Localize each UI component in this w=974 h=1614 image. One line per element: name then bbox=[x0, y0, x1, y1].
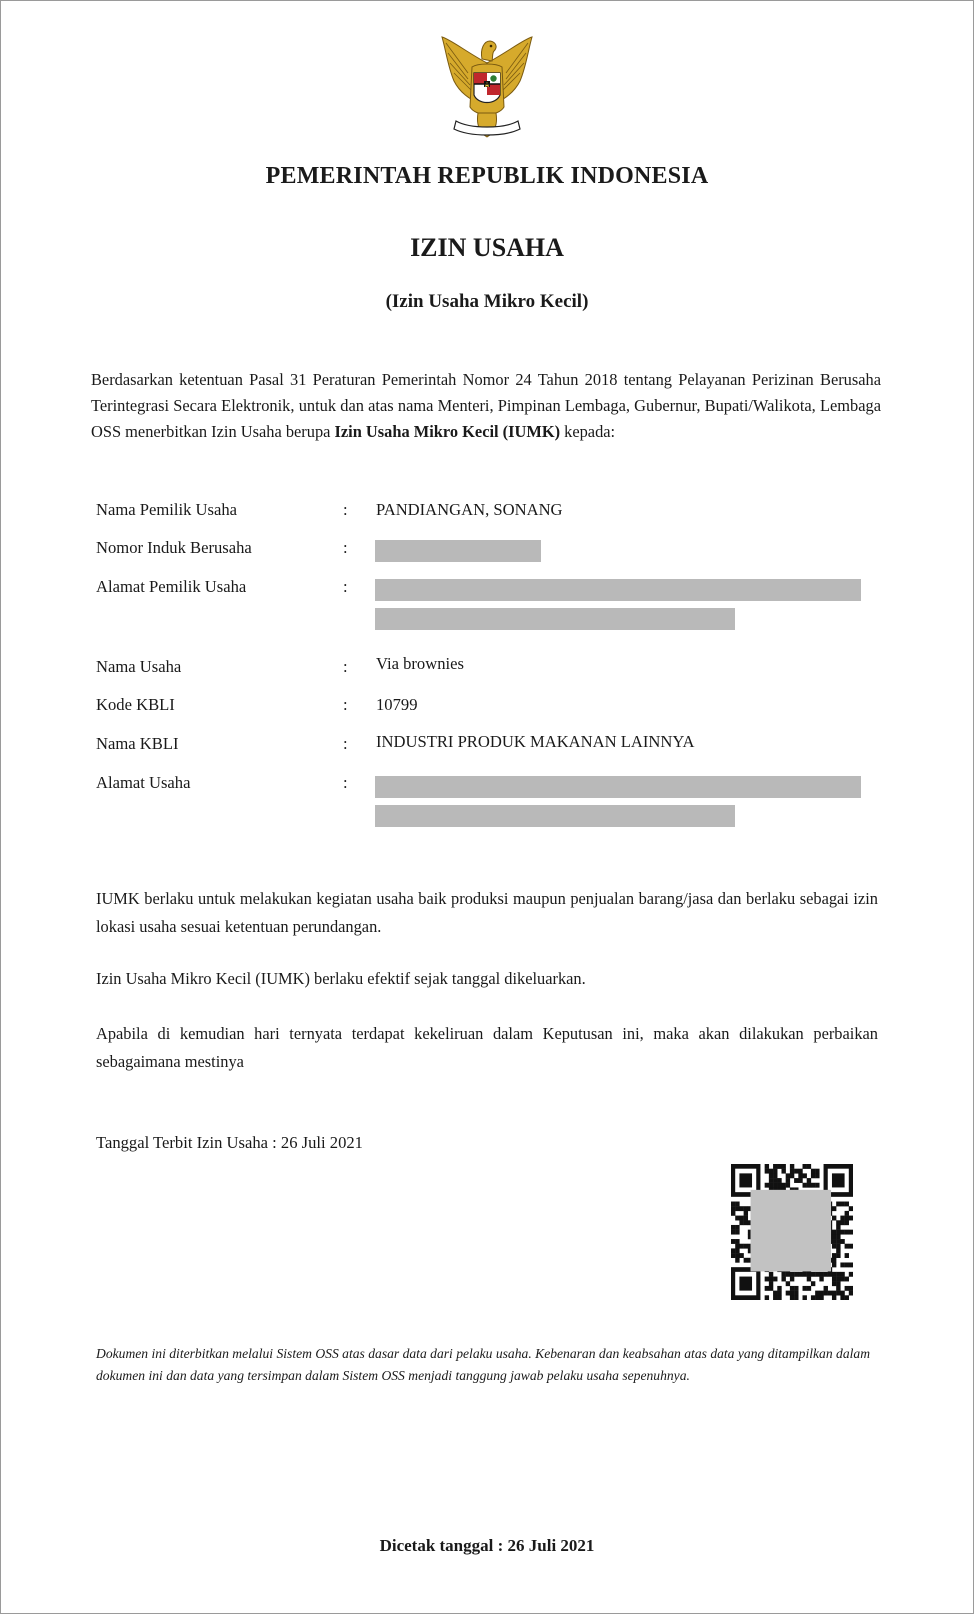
field-value: PANDIANGAN, SONANG bbox=[376, 500, 563, 519]
redaction-bar bbox=[375, 540, 541, 562]
redaction-bar bbox=[375, 805, 735, 827]
effective-paragraph: Izin Usaha Mikro Kecil (IUMK) berlaku efektif sejak tanggal dikeluarkan. bbox=[96, 969, 586, 988]
intro-text: Berdasarkan ketentuan Pasal 31 Peraturan Pemerintah Nomor 24 Tahun 2018 tentang Pelayanan Perizinan Berusaha Terintegrasi Secara Elektronik, untuk dan atas nama Menteri, Pimpinan Lembaga, Gubernur, Bupati/Walikota, Lembaga OSS menerbitkan Izin Usaha berupa bbox=[91, 370, 881, 441]
field-label: Nomor Induk Berusaha bbox=[96, 538, 252, 557]
field-colon: : bbox=[343, 500, 348, 519]
field-colon: : bbox=[343, 773, 348, 792]
field-label: Nama Pemilik Usaha bbox=[96, 500, 238, 519]
qr-code-icon bbox=[731, 1164, 853, 1300]
disclaimer-note: Dokumen ini diterbitkan melalui Sistem OSS atas dasar data dari pelaku usaha. Kebenaran dan keabsahan atas data yang ditampilkan dalam dokumen ini dan data yang tersimpan dalam Sistem OSS menjadi tanggung jawab pelaku usaha sepenuhnya. bbox=[96, 1346, 871, 1383]
field-value: INDUSTRI PRODUK MAKANAN LAINNYA bbox=[376, 732, 695, 751]
field-value: Via brownies bbox=[376, 654, 464, 673]
field-colon: : bbox=[343, 577, 348, 596]
intro-bold-text: Izin Usaha Mikro Kecil (IUMK) bbox=[334, 422, 561, 441]
field-colon: : bbox=[343, 734, 348, 753]
intro-text-end: kepada: bbox=[560, 422, 616, 441]
field-colon: : bbox=[343, 695, 348, 714]
document-title: IZIN USAHA bbox=[410, 233, 564, 262]
redaction-bar bbox=[375, 608, 735, 630]
intro-paragraph bbox=[91, 367, 881, 445]
field-label: Alamat Usaha bbox=[96, 773, 191, 792]
field-label: Kode KBLI bbox=[96, 695, 175, 714]
print-date: Dicetak tanggal : 26 Juli 2021 bbox=[379, 1536, 595, 1555]
field-colon: : bbox=[343, 657, 348, 676]
field-label: Alamat Pemilik Usaha bbox=[96, 577, 247, 596]
redaction-bar bbox=[375, 776, 861, 798]
field-value: 10799 bbox=[376, 695, 418, 714]
document-subtitle: (Izin Usaha Mikro Kecil) bbox=[385, 291, 589, 312]
redaction-bar bbox=[375, 579, 861, 601]
field-label: Nama KBLI bbox=[96, 734, 179, 753]
issue-date: Tanggal Terbit Izin Usaha : 26 Juli 2021 bbox=[96, 1133, 363, 1152]
government-title: PEMERINTAH REPUBLIK INDONESIA bbox=[265, 163, 709, 189]
validity-paragraph: IUMK berlaku untuk melakukan kegiatan usaha baik produksi maupun penjualan barang/jasa dan berlaku sebagai izin lokasi usaha sesuai ketentuan perundangan. bbox=[96, 889, 878, 936]
correction-paragraph: Apabila di kemudian hari ternyata terdapat kekeliruan dalam Keputusan ini, maka akan dilakukan perbaikan sebagaimana mestinya bbox=[96, 1024, 878, 1071]
garuda-emblem-icon bbox=[438, 33, 536, 145]
field-colon: : bbox=[343, 538, 348, 557]
field-label: Nama Usaha bbox=[96, 657, 182, 676]
